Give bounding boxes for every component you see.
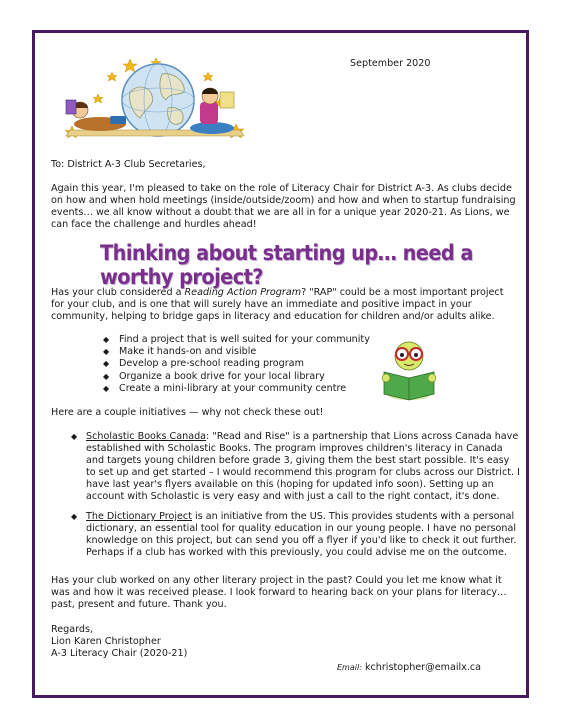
signature-block	[51, 624, 187, 660]
diamond-bullet-icon: ◆	[71, 512, 78, 521]
bookworm-clipart	[378, 338, 440, 402]
list-item	[103, 334, 370, 346]
closing-paragraph: Has your club worked on any other literary project in the past? Could you let me know what it was and how it was received please. I look forward to hearing back on your plans for literacy… past, present and future. Thank you.	[51, 575, 507, 610]
intro-paragraph: Again this year, I'm pleased to take on the role of Literacy Chair for District A-3. As clubs decide on how and when hold meetings (inside/outside/zoom) and how and when to startup fundraising events… we all know without a doubt that we are all in for a unique year 2020-21. As Lions, we can face the challenge and hurdles ahead!	[51, 183, 516, 230]
list-item-text: Organize a book drive for your local library	[119, 370, 325, 382]
email-label: Email:	[337, 663, 362, 672]
diamond-bullet-icon: ◆	[103, 371, 110, 381]
rap-paragraph	[51, 287, 517, 323]
signer-title: A-3 Literacy Chair (2020-21)	[51, 648, 188, 659]
initiative-item-scholastic	[71, 431, 521, 503]
list-item	[103, 371, 370, 383]
regards-line: Regards,	[51, 624, 94, 635]
list-item-text: Create a mini-library at your community centre	[119, 382, 347, 394]
dictionary-project-link[interactable]: The Dictionary Project	[86, 511, 192, 522]
headline: Thinking about starting up… need a worthy project?	[100, 241, 473, 289]
email-address[interactable]: kchristopher@emailx.ca	[364, 662, 482, 673]
rap-text-after: ? "RAP" could be a most important project for your club, and is one that will surely have an immediate and positive impact in your community, helping to bridge gaps in literacy and education for children and/or adults alike.	[51, 287, 504, 322]
initiative-description: : "Read and Rise" is a partnership that Lions across Canada have established with Scholastic Books. The program improves children's literacy in Canada and targets young children before grade 3, giving them the best start possible. It's easy to set up and get started – I would recommend this program for clubs across our District. I have last year's flyers available on this (hoping for updated info soon). Setting up an account with Scholastic is very easy and with just a call to the right contact, it's done.	[86, 431, 520, 502]
initiatives-intro: Here are a couple initiatives — why not check these out!	[51, 407, 324, 418]
initiative-description: is an initiative from the US. This provides students with a personal dictionary, an essential tool for quality education in our young people. I have no personal knowledge on this project, but can send you off a flyer if you'd like to check it out further. Perhaps if a club has worked with this previously, you could advise me on the outcome.	[86, 511, 517, 558]
list-item	[103, 383, 370, 395]
diamond-bullet-icon: ◆	[103, 383, 110, 393]
list-item-text: Find a project that is well suited for your community	[119, 334, 370, 345]
list-item	[103, 358, 370, 370]
diamond-bullet-icon: ◆	[103, 347, 110, 357]
diamond-bullet-icon: ◆	[103, 359, 110, 369]
email-line	[337, 662, 481, 673]
scholastic-books-link[interactable]: Scholastic Books Canada	[86, 431, 207, 442]
globe-reading-kids-clipart	[60, 56, 252, 142]
diamond-bullet-icon: ◆	[103, 335, 110, 344]
list-item-text: Make it hands-on and visible	[119, 346, 257, 358]
letter-date: September 2020	[350, 58, 431, 69]
project-ideas-list	[103, 334, 370, 395]
signer-name: Lion Karen Christopher	[51, 636, 161, 647]
rap-text-before: Has your club considered a	[51, 287, 185, 298]
salutation: To: District A-3 Club Secretaries,	[51, 159, 206, 170]
list-item	[103, 346, 370, 358]
diamond-bullet-icon: ◆	[71, 432, 78, 441]
rap-emphasis: Reading Action Program	[184, 287, 302, 298]
list-item-text: Develop a pre-school reading program	[119, 358, 304, 370]
initiative-item-dictionary	[71, 511, 521, 559]
